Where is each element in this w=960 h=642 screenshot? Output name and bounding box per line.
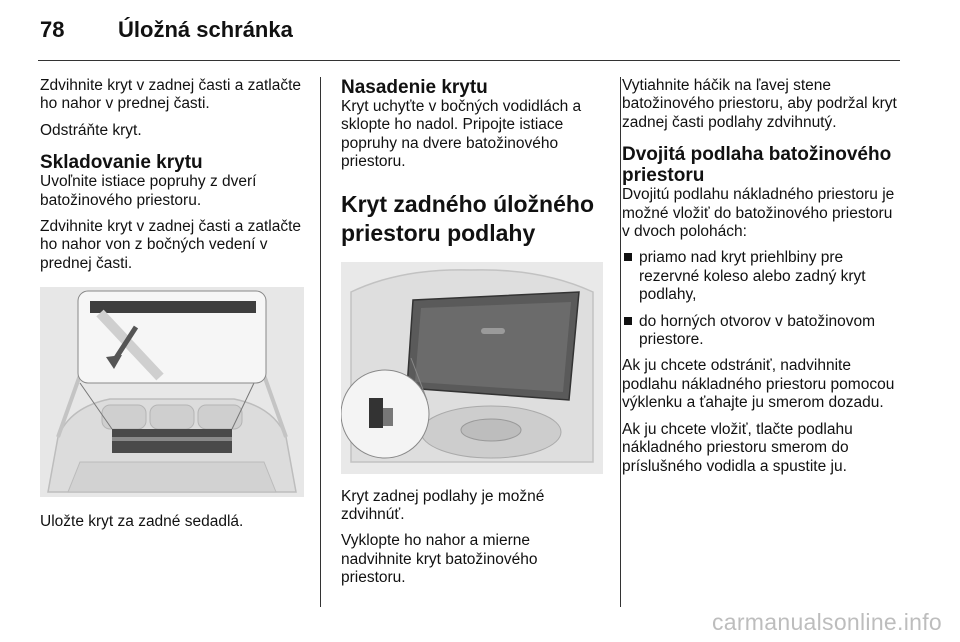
illustration-rear-floor-cover	[341, 262, 603, 474]
paragraph: Kryt uchyťte v bočných vodidlách a sklopte ho nadol. Pripojte istiace popruhy na dvere batožinového priestoru.	[341, 98, 582, 171]
paragraph: Zdvihnite kryt v zadnej časti a zatlačte ho nahor v prednej časti.	[40, 77, 302, 113]
page-number: 78	[40, 17, 65, 42]
paragraph: Dvojitú podlahu nákladného priestoru je možné vložiť do batožinového priestoru v dvoch polohách:	[622, 186, 895, 241]
paragraph: Ak ju chcete vložiť, tlačte podlahu nákladného priestoru smerom do príslušného vodidla a spustite ju.	[622, 420, 853, 475]
paragraph: Vytiahnite háčik na ľavej stene batožinového priestoru, aby podržal kryt zadnej časti podlahy zdvihnutý.	[622, 77, 897, 131]
column-divider	[620, 77, 621, 607]
section-heading-install: Nasadenie krytu	[341, 77, 488, 98]
column-right	[622, 77, 904, 484]
list-item: priamo nad kryt priehlbiny pre rezervné koleso alebo zadný kryt podlahy,	[622, 249, 904, 304]
main-heading-rear-floor: Kryt zadného úložného priestoru podlahy	[341, 190, 594, 246]
column-divider	[320, 77, 321, 607]
section-heading-double-floor: Dvojitá podlaha batožinového priestoru	[622, 144, 892, 187]
paragraph: Uvoľnite istiace popruhy z dverí batožinového priestoru.	[40, 173, 257, 209]
paragraph: Ak ju chcete odstrániť, nadvihnite podlahu nákladného priestoru pomocou výklenku a ťahajte ju smerom dozadu.	[622, 357, 895, 412]
page-title: Úložná schránka	[118, 17, 293, 42]
illustration-cover-behind-seats	[40, 287, 304, 497]
paragraph: Zdvihnite kryt v zadnej časti a zatlačte ho nahor von z bočných vedení v prednej časti.	[40, 218, 302, 272]
paragraph: Odstráňte kryt.	[40, 121, 142, 139]
list-item: do horných otvorov v batožinovom priestore.	[622, 313, 904, 350]
bullet-list	[622, 249, 904, 349]
paragraph: Kryt zadnej podlahy je možné zdvihnúť.	[341, 487, 545, 524]
paragraph: Vyklopte ho nahor a mierne nadvihnite kryt batožinového priestoru.	[341, 532, 538, 587]
header-divider	[38, 60, 900, 61]
column-middle	[341, 77, 603, 596]
image-caption: Uložte kryt za zadné sedadlá.	[40, 513, 244, 531]
page-header	[0, 0, 960, 60]
section-heading-storage: Skladovanie krytu	[40, 152, 203, 174]
bullet-square-icon	[624, 317, 632, 325]
column-left	[40, 77, 306, 540]
watermark[interactable]: carmanualsonline.info	[711, 609, 942, 635]
bullet-square-icon	[624, 253, 632, 261]
